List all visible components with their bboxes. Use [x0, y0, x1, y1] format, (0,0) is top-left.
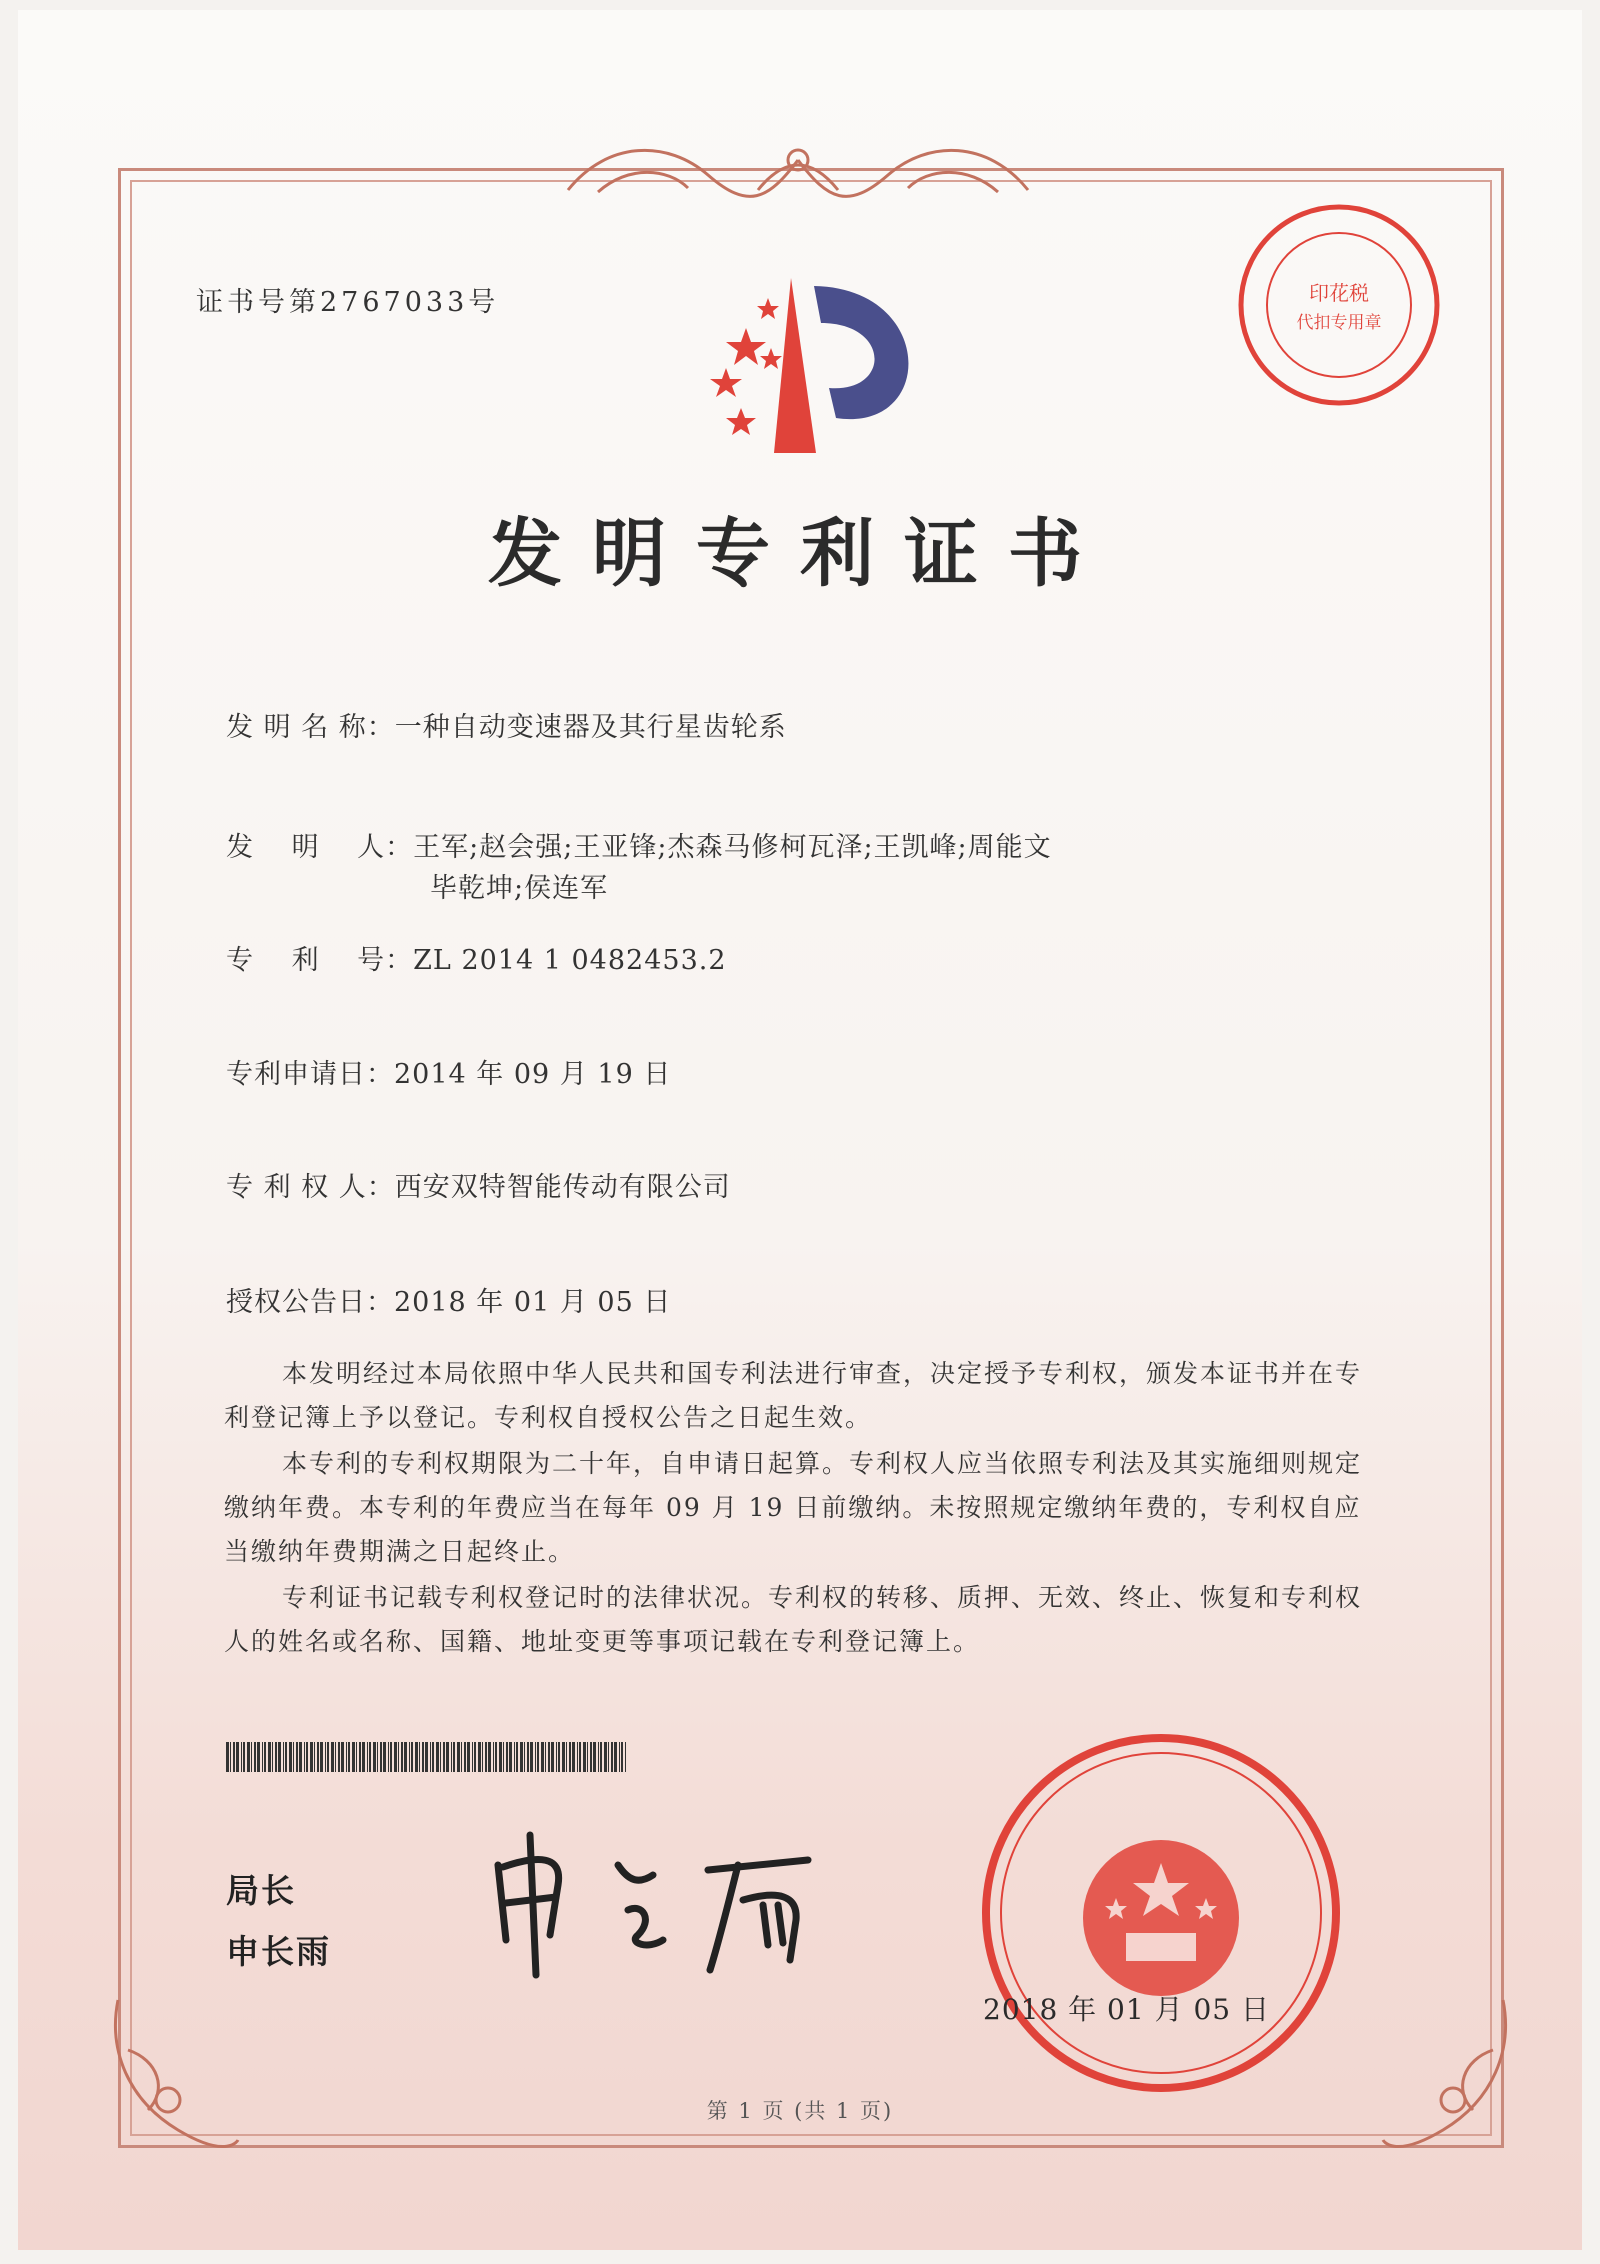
patent-number-value: ZL 2014 1 0482453.2: [413, 945, 727, 976]
inventors-value-line1: 王军;赵会强;王亚锋;杰森马修柯瓦泽;王凯峰;周能文: [413, 832, 1052, 863]
inventors-row-2: [430, 866, 608, 905]
tax-stamp-line2: 代扣专用章: [1296, 313, 1382, 333]
seal-date: 2018 年 01 月 05 日: [983, 1993, 1271, 2026]
patentee-label: 专 利 权 人：: [226, 1172, 395, 1203]
patent-office-logo-icon: [686, 268, 936, 468]
director-title: 局长: [226, 1871, 296, 1910]
inventors-row: [226, 825, 1052, 864]
paragraph-1: 本发明经过本局依照中华人民共和国专利法进行审查，决定授予专利权，颁发本证书并在专利登记簿上予以登记。专利权自授权公告之日起生效。: [224, 1359, 1363, 1432]
invention-name-value: 一种自动变速器及其行星齿轮系: [394, 712, 787, 743]
patentee-row: [226, 1165, 731, 1204]
director-name: 申长雨: [226, 1932, 331, 1971]
patentee-value: 西安双特智能传动有限公司: [394, 1172, 731, 1203]
certificate-number: 证书号第2767033号: [196, 287, 500, 318]
inventors-label: 发 明 人：: [226, 832, 414, 863]
paragraph-3: 专利证书记载专利权登记时的法律状况。专利权的转移、质押、无效、终止、恢复和专利权人的姓名或名称、国籍、地址变更等事项记载在专利登记簿上。: [224, 1583, 1363, 1656]
corner-ornament-bottom-left-icon: [98, 1990, 248, 2160]
page-footer: 第 1 页 (共 1 页): [706, 2099, 894, 2123]
invention-name-row: [226, 705, 787, 744]
page-title: 发明专利证书: [488, 511, 1112, 597]
patent-number-row: [226, 938, 727, 977]
application-date-row: [226, 1052, 671, 1091]
tax-stamp-line1: 印花税: [1309, 281, 1369, 305]
handwritten-signature-icon: [478, 1825, 838, 1985]
tax-stamp-icon: [1234, 200, 1444, 410]
corner-ornament-bottom-right-icon: [1373, 1990, 1523, 2160]
certificate-sheet: [18, 10, 1582, 2250]
barcode-icon: [226, 1742, 626, 1772]
patent-number-label: 专 利 号：: [226, 945, 414, 976]
application-date-label: 专利申请日：: [226, 1059, 394, 1090]
official-seal-icon: [976, 1728, 1346, 2098]
grant-date-value: 2018 年 01 月 05 日: [394, 1287, 672, 1318]
invention-name-label: 发 明 名 称：: [226, 712, 395, 743]
application-date-value: 2014 年 09 月 19 日: [394, 1059, 672, 1090]
paragraph-2: 本专利的专利权期限为二十年，自申请日起算。专利权人应当依照专利法及其实施细则规定缴纳年费。本专利的年费应当在每年 09 月 19 日前缴纳。未按照规定缴纳年费的，专利权自应当缴纳年费期满之日起终止。: [224, 1449, 1363, 1566]
grant-date-label: 授权公告日：: [226, 1287, 394, 1318]
grant-date-row: [226, 1280, 671, 1319]
inventors-value-line2: 毕乾坤;侯连军: [430, 873, 609, 904]
top-ornament-icon: [558, 130, 1038, 210]
